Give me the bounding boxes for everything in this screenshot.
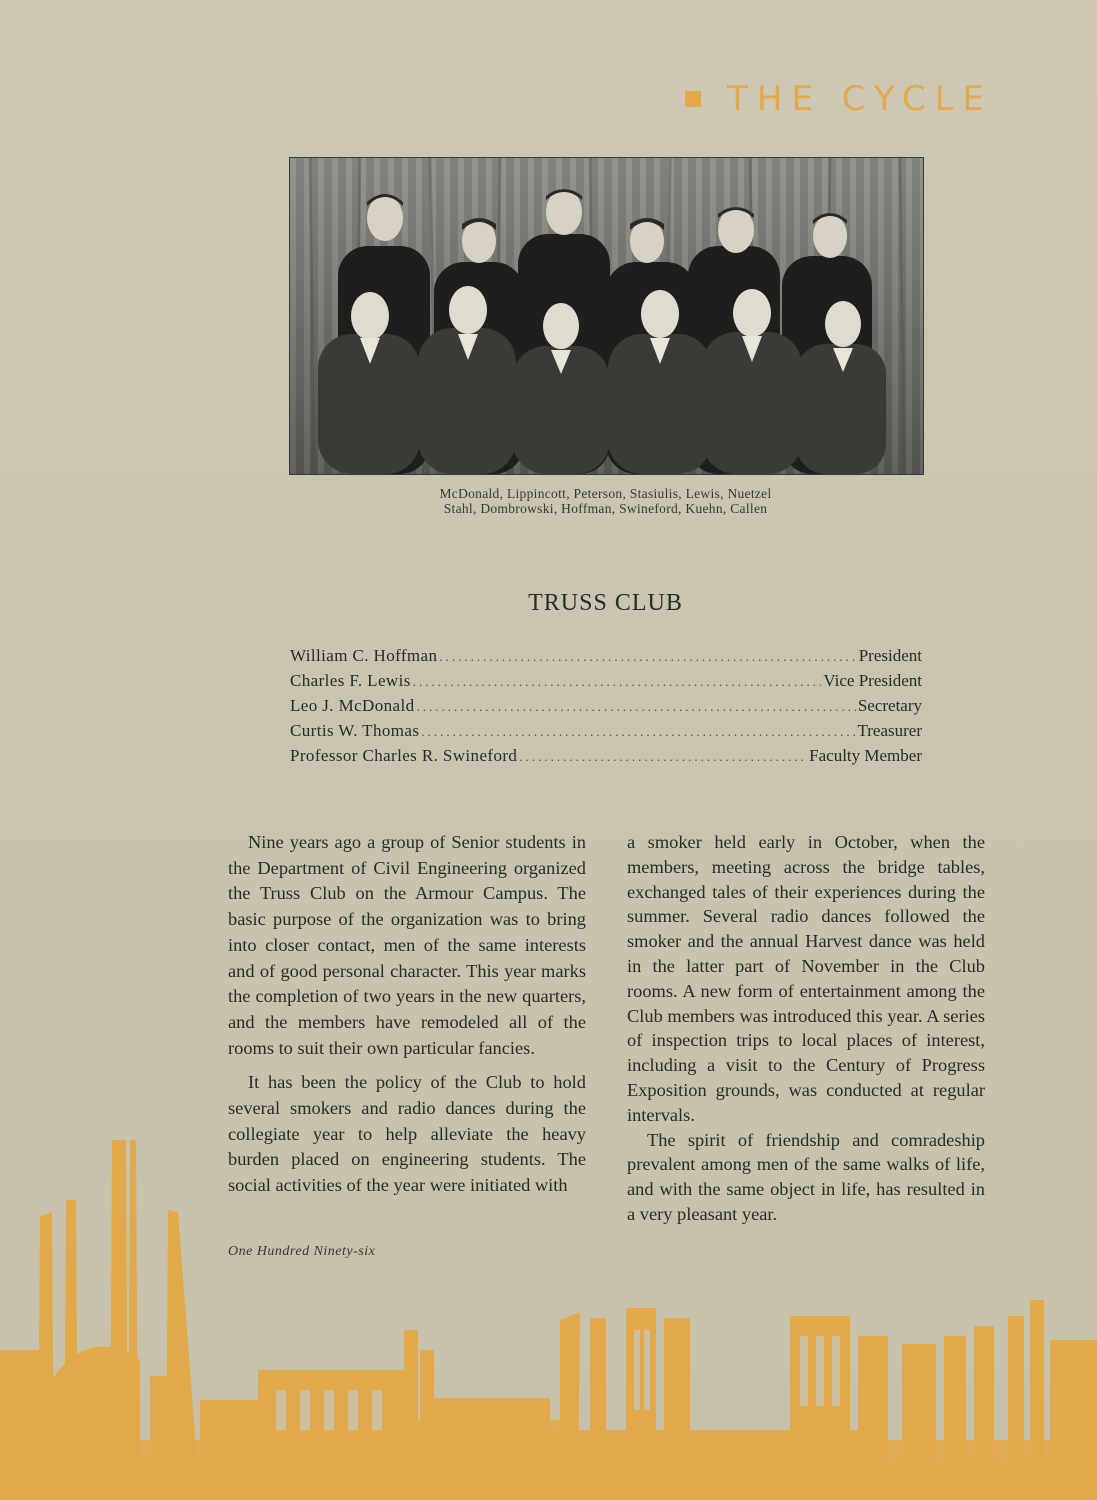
body-paragraph: It has been the policy of the Club to hold several smokers and radio dances during the collegiate year to help alleviate the heavy burden placed on engineering students. The social activities of the year were initiated with (228, 1072, 586, 1196)
dot-leader (519, 749, 807, 765)
officer-name: William C. Hoffman (290, 646, 438, 665)
officer-title: Faculty Member (809, 746, 922, 765)
body-paragraph: Nine years ago a group of Senior students in the Department of Civil Engineering organized the Truss Club on the Armour Campus. The basic purpose of the organization was to bring into closer contact, men of the same interests and of good personal character. This year marks the completion of two years in the new quarters, and the members have remodeled all of the rooms to suit their own particular fancies. (228, 832, 586, 1058)
officer-row (290, 671, 922, 696)
masthead-square-ornament (685, 91, 701, 107)
officer-name: Charles F. Lewis (290, 671, 411, 690)
body-paragraph: a smoker held early in October, when the members, meeting across the bridge tables, exchanged tales of their experiences during the summer. Several radio dances followed the smoker and the annual Harvest dance was held in the latter part of November in the Club rooms. A new form of entertainment among the Club members was introduced this year. A series of inspection trips to local places of interest, including a visit to the Century of Progress Exposition grounds, was conducted at regular intervals. (627, 832, 985, 1125)
officer-name: Leo J. McDonald (290, 696, 415, 715)
officer-row (290, 746, 922, 771)
officer-row (290, 646, 922, 671)
officer-title: President (858, 646, 922, 665)
officer-name: Curtis W. Thomas (290, 721, 420, 740)
officer-title: Treasurer (857, 721, 922, 740)
caption-line-1: McDonald, Lippincott, Peterson, Stasiulis, Lewis, Nuetzel (439, 486, 772, 501)
dot-leader (413, 674, 822, 690)
group-photo-figures (290, 158, 923, 474)
photo-caption (289, 486, 922, 516)
dot-leader (417, 699, 856, 715)
officer-row (290, 696, 922, 721)
body-paragraph: The spirit of friendship and comradeship prevalent among men of the same walks of life, and with the same object in life, has resulted in a very pleasant year. (627, 1129, 985, 1224)
caption-line-2: Stahl, Dombrowski, Hoffman, Swineford, Kuehn, Callen (443, 501, 768, 516)
masthead-title: THE CYCLE (727, 79, 993, 119)
page-number: One Hundred Ninety-six (228, 1244, 376, 1259)
club-title: TRUSS CLUB (528, 590, 683, 616)
dot-leader (421, 724, 855, 740)
masthead (685, 79, 993, 119)
officer-title: Secretary (857, 696, 922, 715)
group-photo (289, 157, 924, 475)
dot-leader (439, 649, 856, 665)
officer-row (290, 721, 922, 746)
officer-title: Vice President (823, 671, 922, 690)
officer-name: Professor Charles R. Swineford (290, 746, 518, 765)
skyline-illustration (0, 1140, 1097, 1500)
officers-list (290, 646, 922, 771)
